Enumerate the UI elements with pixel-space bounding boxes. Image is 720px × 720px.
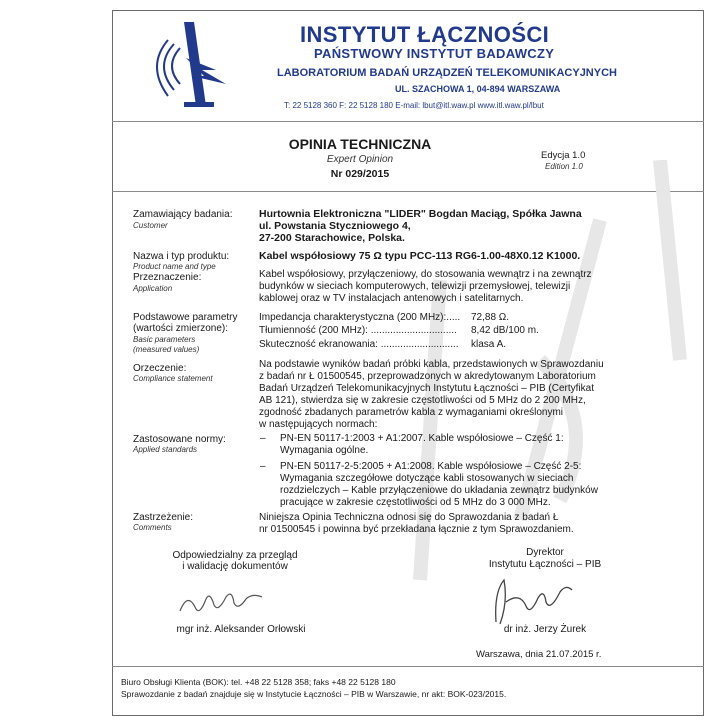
institute-subtitle: PAŃSTWOWY INSTYTUT BADAWCZY: [314, 46, 555, 61]
edition-label: Edycja 1.0: [541, 150, 586, 161]
director-signature: [486, 572, 576, 632]
standard-line: Wymagania ogólne.: [280, 445, 369, 456]
reviewer-name: mgr inż. Aleksander Orłowski: [176, 624, 306, 635]
logo-waves: [157, 40, 180, 96]
statement-line: zgodność zbadanych parametrów kabla z wymaganiami określonymi: [259, 407, 564, 418]
reviewer-signature: [176, 585, 266, 619]
institute-logo: [150, 18, 232, 110]
parameter-value: klasa A.: [471, 339, 507, 350]
title-divider: [112, 191, 704, 192]
director-title: Dyrektor: [526, 547, 564, 558]
reviewer-title-2: i walidację dokumentów: [182, 561, 288, 572]
parameter-name: Impedancja charakterystyczna (200 MHz):.....: [259, 312, 461, 323]
statement-line: w następujących normach:: [259, 419, 378, 430]
header-divider: [112, 121, 704, 122]
comments-label: Zastrzeżenie:: [133, 512, 194, 523]
standard-line: rozdzielczych – Kable przyłączeniowe do układania zewnątrz budynków: [280, 485, 598, 496]
document-title: OPINIA TECHNICZNA: [288, 136, 432, 152]
laboratory-name: LABORATORIUM BADAŃ URZĄDZEŃ TELEKOMUNIKACYJNYCH: [277, 67, 617, 79]
parameter-value: 8,42 dB/100 m.: [471, 325, 539, 336]
standard-line: PN-EN 50117-1:2003 + A1:2007. Kable współosiowe – Część 1:: [280, 433, 564, 444]
director-title-2: Instytutu Łączności – PIB: [488, 559, 602, 570]
footer-contact: Biuro Obsługi Klienta (BOK): tel. +48 22 5128 358; faks +48 22 5128 180: [121, 677, 396, 687]
statement-line: AB 121), stwierdza się w zakresie częstotliwości od 5 MHz do 2 200 MHz,: [259, 395, 586, 406]
statement-line: Na podstawie wyników badań próbki kabla, przedstawionych w Sprawozdaniu: [259, 359, 604, 370]
document-title-english: Expert Opinion: [326, 154, 394, 165]
customer-line: 27-200 Starachowice, Polska.: [259, 232, 405, 244]
place-date: Warszawa, dnia 21.07.2015 r.: [476, 649, 602, 660]
parameter-value: 72,88 Ω.: [471, 312, 510, 323]
comments-line: nr 01500545 i powinna być przekładana łącznie z tym Sprawozdaniem.: [259, 524, 574, 535]
parameters-label-2: (wartości zmierzone):: [133, 323, 229, 334]
statement-label-english: Compliance statement: [133, 374, 213, 383]
statement-label: Orzeczenie:: [133, 363, 187, 374]
customer-line: Hurtownia Elektroniczna "LIDER" Bogdan Maciąg, Spółka Jawna: [259, 208, 582, 220]
parameters-label-english: Basic parameters: [133, 335, 196, 344]
product-label: Nazwa i typ produktu:: [133, 251, 230, 262]
director-name: dr inż. Jerzy Żurek: [503, 624, 587, 635]
statement-line: z badań nr Ł 01500545, przeprowadzonych w akredytowanym Laboratorium: [259, 371, 596, 382]
customer-label: Zamawiający badania:: [133, 209, 233, 220]
application-line: kablowej oraz w TV instalacjach antenowych i satelitarnych.: [259, 293, 524, 304]
comments-label-english: Comments: [133, 523, 172, 532]
standard-line: Wymagania szczegółowe dotyczące kabli stosowanych w sieciach: [280, 473, 574, 484]
institute-address: UL. SZACHOWA 1, 04-894 WARSZAWA: [395, 84, 561, 94]
application-label-english: Application: [133, 284, 173, 293]
comments-line: Niniejsza Opinia Techniczna odnosi się do Sprawozdania z badań Ł: [259, 512, 559, 523]
customer-label-english: Customer: [133, 221, 168, 230]
standards-label: Zastosowane normy:: [133, 434, 226, 445]
footer-note: Sprawozdanie z badań znajduje się w Instytucie Łączności – PIB w Warszawie, nr akt: BOK-023/2015.: [121, 689, 507, 699]
parameter-name: Skuteczność ekranowania: ............................: [259, 339, 459, 350]
standard-line: PN-EN 50117-2-5:2005 + A1:2008. Kable współosiowe – Część 2-5:: [280, 461, 582, 472]
standard-bullet: –: [260, 461, 266, 472]
application-line: budynków w sieciach komputerowych, telewizji przemysłowej, telewizji: [259, 281, 571, 292]
application-label: Przeznaczenie:: [133, 272, 202, 283]
parameters-label-english-2: (measured values): [133, 345, 200, 354]
customer-line: ul. Powstania Styczniowego 4,: [259, 220, 411, 232]
institute-contact: T: 22 5128 360 F: 22 5128 180 E-mail: lbut@itl.waw.pl www.itl.waw.pl/lbut: [284, 101, 544, 110]
standard-bullet: –: [260, 433, 266, 444]
document-number: Nr 029/2015: [330, 168, 390, 180]
statement-line: Badań Urządzeń Telekomunikacyjnych Instytutu Łączności – PIB (Certyfikat: [259, 383, 594, 394]
logo-base: [184, 102, 214, 107]
reviewer-title: Odpowiedzialny za przegląd: [172, 550, 298, 561]
product-label-english: Product name and type: [133, 262, 216, 271]
institute-name: INSTYTUT ŁĄCZNOŚCI: [300, 22, 550, 47]
footer-divider: [112, 666, 704, 667]
standard-line: pracujące w zakresie częstotliwości od 5 MHz do 3 000 MHz.: [280, 497, 551, 508]
parameters-label: Podstawowe parametry: [133, 312, 238, 323]
product-value: Kabel współosiowy 75 Ω typu PCC-113 RG6-1.00-48X0.12 K1000.: [259, 250, 581, 262]
application-line: Kabel współosiowy, przyłączeniowy, do stosowania wewnątrz i na zewnątrz: [259, 269, 592, 280]
edition-label-english: Edition 1.0: [545, 162, 583, 171]
standards-label-english: Applied standards: [133, 445, 198, 454]
parameter-name: Tłumienność (200 MHz): ...............................: [259, 325, 457, 336]
